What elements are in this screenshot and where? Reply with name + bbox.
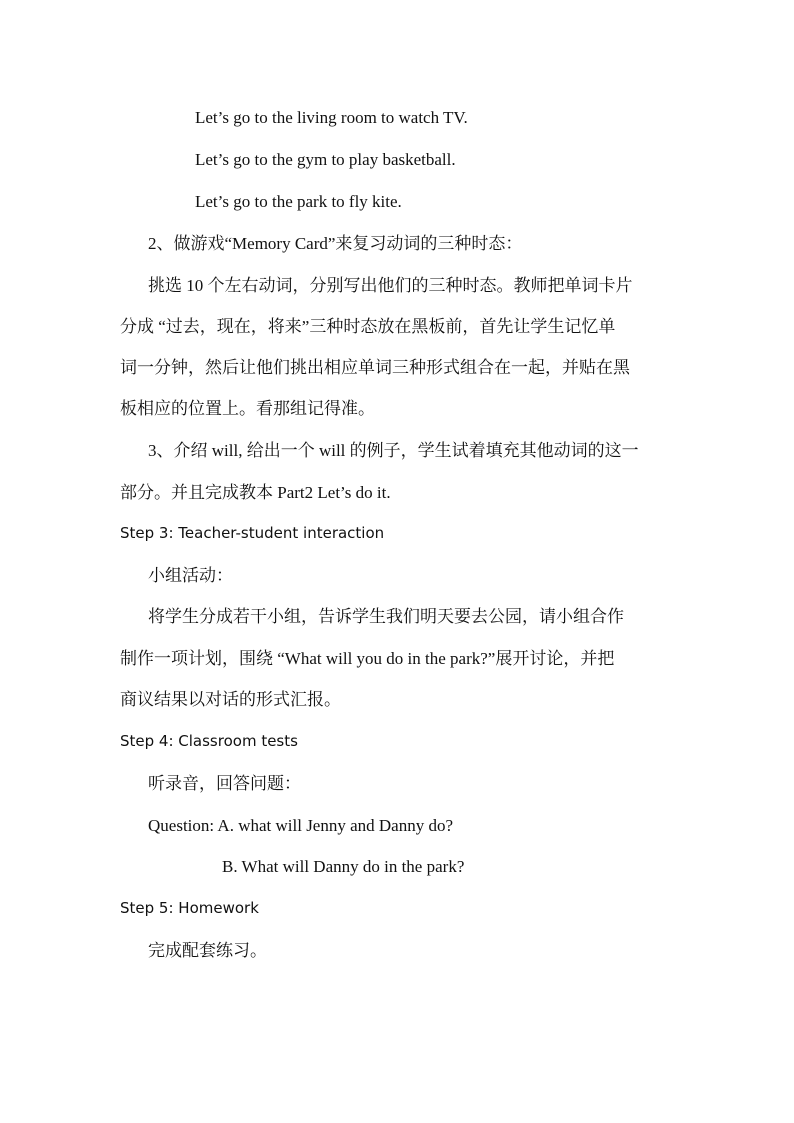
- item2-title: 2、做游戏“Memory Card”来复习动词的三种时态：: [148, 234, 523, 253]
- example-sentence-park: Let’s go to the park to fly kite.: [195, 192, 402, 211]
- step5-body: 完成配套练习。: [148, 941, 267, 960]
- item3-line: 3、介绍 will, 给出一个 will 的例子，学生试着填充其他动词的这一: [148, 441, 639, 460]
- item2-body-line: 词一分钟，然后让他们挑出相应单词三种形式组合在一起，并贴在黑: [120, 358, 630, 377]
- step3-subtitle: 小组活动：: [148, 566, 233, 585]
- step5-heading: Step 5: Homework: [120, 899, 259, 917]
- step3-body-line: 将学生分成若干小组，告诉学生我们明天要去公园，请小组合作: [148, 607, 624, 626]
- step3-heading: Step 3: Teacher-student interaction: [120, 524, 385, 542]
- example-sentence-living-room: Let’s go to the living room to watch TV.: [195, 108, 468, 127]
- item2-body-line: 板相应的位置上。看那组记得准。: [120, 399, 375, 418]
- example-sentence-gym: Let’s go to the gym to play basketball.: [195, 150, 456, 169]
- item2-body-line: 分成 “过去，现在，将来”三种时态放在黑板前，首先让学生记忆单: [120, 317, 616, 336]
- step3-body-line: 制作一项计划，围绕 “What will you do in the park?”展开讨论，并把: [120, 649, 615, 668]
- step4-subtitle: 听录音，回答问题：: [148, 774, 301, 793]
- item3-line: 部分。并且完成教本 Part2 Let’s do it.: [120, 483, 391, 502]
- step3-body-line: 商议结果以对话的形式汇报。: [120, 690, 341, 709]
- question-a: Question: A. what will Jenny and Danny do?: [148, 816, 454, 835]
- item2-body-line: 挑选 10 个左右动词，分别写出他们的三种时态。教师把单词卡片: [148, 276, 633, 295]
- step4-heading: Step 4: Classroom tests: [120, 732, 298, 750]
- question-b: B. What will Danny do in the park?: [222, 857, 465, 876]
